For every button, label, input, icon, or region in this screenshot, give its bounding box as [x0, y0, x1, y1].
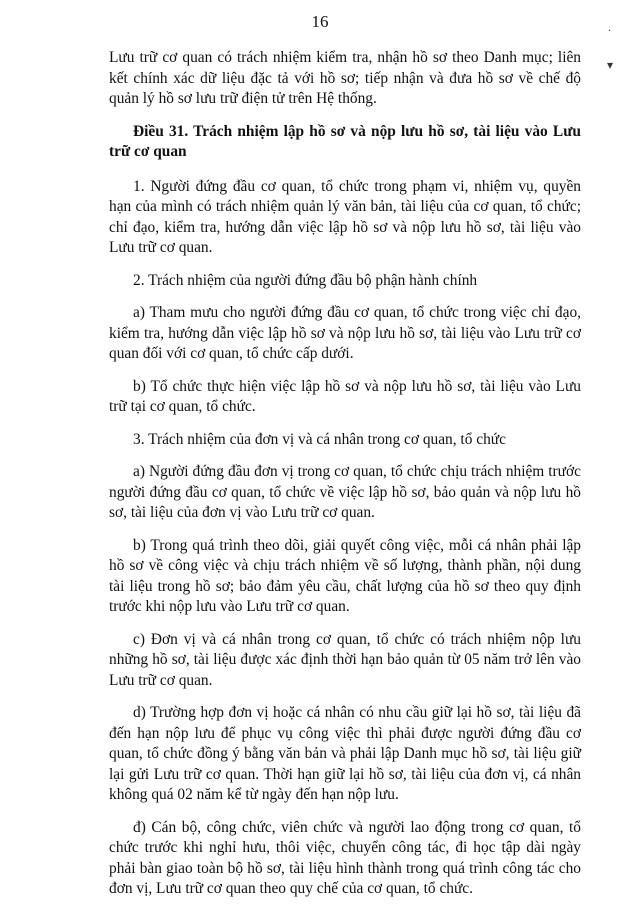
paragraph: a) Tham mưu cho người đứng đầu cơ quan, tổ chức trong việc chỉ đạo, kiểm tra, hướng dẫn việc lập hồ sơ và nộp lưu hồ sơ, tài liệu vào Lưu trữ cơ quan đối với cơ quan, tổ chức cấp dưới. — [109, 304, 581, 362]
paragraph: d) Trường hợp đơn vị hoặc cá nhân có nhu cầu giữ lại hồ sơ, tài liệu đã đến hạn nộp lưu để phục vụ công việc thì phải được người đứng đầu cơ quan, tổ chức đồng ý bằng văn bản và phải lập Danh mục hồ sơ, tài liệu giữ lại gửi Lưu trữ cơ quan. Thời hạn giữ lại hồ sơ, tài liệu của đơn vị, cá nhân không quá 02 năm kể từ ngày đến hạn nộp lưu. — [109, 704, 581, 803]
document-body — [109, 48, 581, 912]
paragraph: đ) Cán bộ, công chức, viên chức và người lao động trong cơ quan, tổ chức trước khi nghỉ hưu, thôi việc, chuyển công tác, đi học tập dài ngày phải bàn giao toàn bộ hồ sơ, tài liệu hình thành trong quá trình công tác cho đơn vị, Lưu trữ cơ quan theo quy chế của cơ quan, tổ chức. — [109, 818, 581, 897]
paragraph: b) Trong quá trình theo dõi, giải quyết công việc, mỗi cá nhân phải lập hồ sơ về công việc và chịu trách nhiệm về số lượng, thành phần, nội dung tài liệu trong hồ sơ; bảo đảm yêu cầu, chất lượng của hồ sơ theo quy định trước khi nộp lưu vào Lưu trữ cơ quan. — [109, 536, 581, 615]
scan-mark: ▾ — [607, 58, 614, 72]
paragraph: 2. Trách nhiệm của người đứng đầu bộ phận hành chính — [133, 271, 478, 289]
paragraph: a) Người đứng đầu đơn vị trong cơ quan, tổ chức chịu trách nhiệm trước người đứng đầu cơ quan, tổ chức về việc lập hồ sơ, bảo quản và nộp lưu hồ sơ, tài liệu của đơn vị vào Lưu trữ cơ quan. — [109, 463, 581, 521]
paragraph: 3. Trách nhiệm của đơn vị và cá nhân trong cơ quan, tổ chức — [133, 430, 506, 448]
paragraph: b) Tổ chức thực hiện việc lập hồ sơ và nộp lưu hồ sơ, tài liệu vào Lưu trữ tại cơ quan, tổ chức. — [109, 377, 581, 415]
paragraph: Lưu trữ cơ quan có trách nhiệm kiểm tra, nhận hồ sơ theo Danh mục; liên kết chính xác dữ liệu đặc tả với hồ sơ; tiếp nhận và đưa hồ sơ về chế độ quản lý hồ sơ lưu trữ điện tử trên Hệ thống. — [109, 49, 581, 107]
paragraph: c) Đơn vị và cá nhân trong cơ quan, tổ chức có trách nhiệm nộp lưu những hồ sơ, tài liệu được xác định thời hạn bảo quản từ 05 năm trở lên vào Lưu trữ cơ quan. — [109, 630, 581, 689]
scan-mark: . — [608, 20, 611, 34]
page-number: 16 — [311, 12, 329, 31]
article-heading: Điều 31. Trách nhiệm lập hồ sơ và nộp lưu hồ sơ, tài liệu vào Lưu trữ cơ quan — [109, 122, 581, 160]
paragraph: 1. Người đứng đầu cơ quan, tổ chức trong phạm vi, nhiệm vụ, quyền hạn của mình có trách nhiệm quản lý văn bản, tài liệu của cơ quan, tổ chức; chỉ đạo, kiểm tra, hướng dẫn việc lập hồ sơ và nộp lưu hồ sơ, tài liệu vào Lưu trữ cơ quan. — [109, 177, 581, 256]
